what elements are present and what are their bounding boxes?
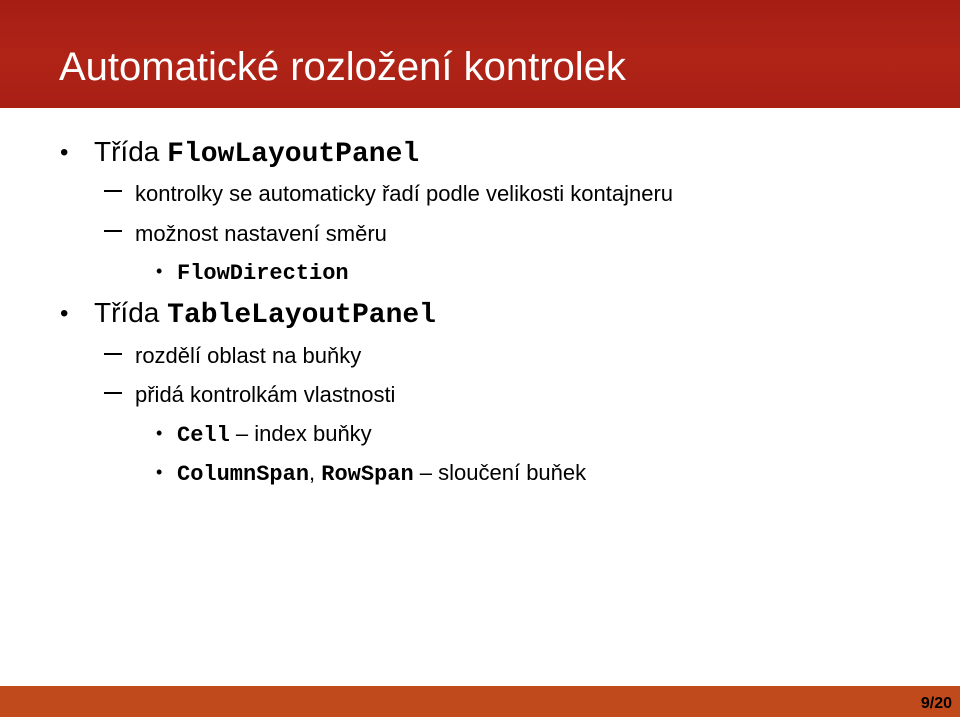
code-tablelayoutpanel: TableLayoutPanel [167,300,436,331]
bullet-marker: • [156,261,163,281]
code-flowlayoutpanel: FlowLayoutPanel [167,139,420,170]
bullet-marker: • [60,139,69,166]
bullet-flowlayoutpanel [94,136,419,171]
code-rowspan: RowSpan [321,462,414,487]
code-cell: Cell [177,423,230,448]
bullet-text: Třída [94,297,168,328]
subsubitem-cell [177,421,372,449]
subitem-auto-arrange: kontrolky se automaticky řadí podle velikosti kontajneru [135,181,674,206]
subitem-cells: rozdělí oblast na buňky [135,343,362,368]
dash-marker [104,230,122,232]
slide-title: Automatické rozložení kontrolek [59,45,626,89]
bullet-tablelayoutpanel [94,297,436,332]
dash-marker [104,190,122,192]
cell-description: – index buňky [229,421,372,446]
bullet-marker: • [156,462,163,482]
subsubitem-span [177,460,586,488]
separator: , [309,460,322,485]
dash-marker [104,392,122,394]
page-number: 9/20 [920,695,952,712]
bullet-marker: • [60,300,69,327]
span-description: – sloučení buňek [413,460,587,485]
dash-marker [104,353,122,355]
bullet-marker: • [156,423,163,443]
code-columnspan: ColumnSpan [177,462,310,487]
bullet-text: Třída [94,136,168,167]
slide-footer-band [0,686,960,717]
subitem-direction: možnost nastavení směru [135,221,387,246]
subsubitem-flowdirection [177,259,349,287]
subitem-properties: přidá kontrolkám vlastnosti [135,382,396,407]
code-flowdirection: FlowDirection [177,261,349,286]
